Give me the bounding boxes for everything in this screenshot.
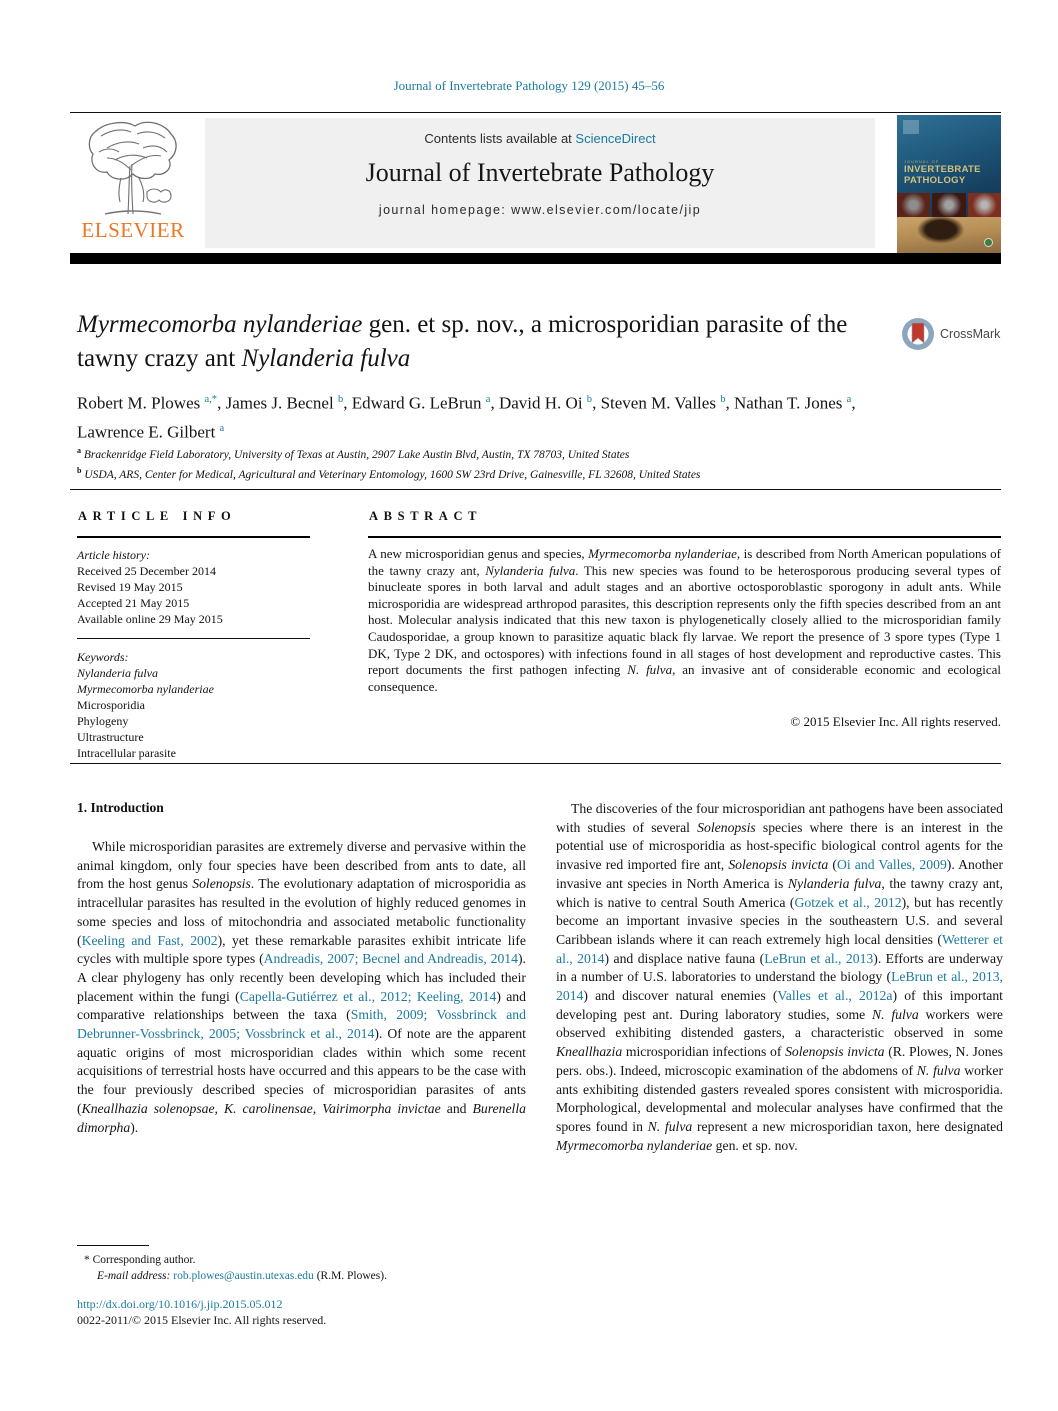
crossmark-label: CrossMark	[940, 327, 1001, 341]
text-segment: , James J. Becnel	[217, 393, 338, 413]
journal-header-box	[205, 118, 875, 248]
text-segment: b	[337, 394, 344, 405]
cover-society-logo	[984, 238, 993, 247]
journal-reference-line: Journal of Invertebrate Pathology 129 (2015) 45–56	[393, 78, 665, 93]
contents-prefix: Contents lists available at	[424, 131, 576, 146]
elsevier-logo[interactable]	[74, 118, 192, 250]
text-segment: b	[77, 466, 82, 476]
text-segment: , is described from North American populations of the tawny crazy ant,	[368, 546, 1001, 578]
text-segment: N. fulva	[627, 662, 673, 678]
text-segment: Myrmecomorba nylanderiae	[77, 311, 363, 338]
text-segment: ). A clear phylogeny has only recently been developing which has included their placement within the fungi (	[77, 951, 526, 1004]
abstract-bottom-rule	[70, 763, 1001, 764]
journal-cover-thumbnail[interactable]	[897, 115, 1001, 253]
text-segment: Kneallhazia solenopsae, K. carolinensae, Vairimorpha invictae	[81, 1100, 441, 1116]
text-segment: Solenopsis invicta	[728, 857, 829, 873]
keywords-list	[77, 649, 310, 761]
text-segment: microsporidian infections of	[622, 1044, 786, 1060]
text-segment: (R.M. Plowes).	[313, 1270, 387, 1282]
citation-link[interactable]: Gotzek et al., 2012	[794, 894, 902, 910]
text-segment: , Steven M. Valles	[592, 393, 721, 413]
section-heading-introduction: 1. Introduction	[77, 800, 164, 815]
text-segment: Solenopsis	[697, 819, 756, 835]
text-segment: Solenopsis	[192, 876, 251, 892]
citation-link[interactable]: Valles et al., 2012a	[777, 988, 893, 1004]
history-accepted: Accepted 21 May 2015	[77, 596, 190, 610]
text-segment: . This new species was found to be heterosporous producing several types of binucleate spores in both larval and adult stages and an abortive octosporoblastic sporogony in adult ants. While microsporidia are widespread arthropod parasites, this description represents only the fifth species described from an ant host. Molecular analysis indicated that this new taxon is phylogenetically closely allied to the microsporidian family Caudosporidae, a group known to parasitize aquatic black fly larvae. We report the presence of 3 spore types (Type 1 DK, Type 2 DK, and octospores) with infections found in all stages of host development and reproductive castes. This report documents the first pathogen infecting	[368, 562, 1001, 678]
citation-link[interactable]: Oi and Valles, 2009	[836, 857, 947, 873]
citation-link[interactable]: Capella-Gutiérrez et al., 2012; Keeling, 2014	[239, 988, 497, 1004]
intro-column-left	[77, 838, 526, 1137]
text-segment: Nylanderia fulva	[485, 562, 576, 578]
text-segment: Myrmecomorba nylanderiae	[556, 1137, 713, 1153]
text-segment: E-mail address:	[97, 1270, 174, 1282]
text-segment: Myrmecomorba nylanderiae	[588, 546, 737, 561]
text-segment: , Edward G. LeBrun	[343, 393, 486, 413]
text-segment: While microsporidian parasites are extremely diverse and pervasive within the animal kingdom, only four species have been described from ants to date, all from the host genus	[77, 839, 526, 892]
citation-link[interactable]: Wetterer et al., 2014	[556, 931, 1003, 966]
doi-link[interactable]: http://dx.doi.org/10.1016/j.jip.2015.05.012	[77, 1297, 283, 1311]
text-segment: Brackenridge Field Laboratory, University of Texas at Austin, 2907 Lake Austin Blvd, Austin, TX 78703, United States	[81, 448, 630, 461]
article-info-rule	[77, 536, 310, 538]
text-segment: , an invasive ant of considerable economic and ecological consequence.	[368, 662, 1002, 694]
text-segment: N. fulva	[871, 1006, 919, 1022]
article-history	[77, 547, 310, 627]
journal-title: Journal of Invertebrate Pathology	[365, 158, 715, 187]
keywords-label: Keywords:	[77, 650, 129, 664]
text-segment: Kneallhazia	[556, 1044, 623, 1060]
text-segment: N. fulva	[916, 1062, 961, 1078]
cover-issn-chip	[903, 120, 919, 134]
header-top-rule	[70, 112, 1001, 113]
text-segment: Solenopsis invicta	[785, 1044, 885, 1060]
text-segment: ). Of note are the apparent aquatic origins of most microsporidian clades within which some recent acquisitions of terrestrial hosts have occurred and this appears to be the case with the four previously described species of microsporidian parasites of ants (	[77, 1026, 526, 1116]
history-received: Received 25 December 2014	[77, 564, 216, 578]
article-info-heading: ARTICLE INFO	[78, 509, 237, 523]
cover-bee-photo	[897, 217, 1001, 253]
citation-link[interactable]: LeBrun et al., 2013	[764, 950, 874, 966]
cover-journal-of: JOURNAL OF	[904, 159, 940, 164]
text-segment: a	[77, 446, 82, 455]
article-history-label: Article history:	[77, 548, 150, 562]
text-segment: , David H. Oi	[490, 393, 587, 413]
footnote	[84, 1252, 504, 1284]
email-line	[84, 1268, 504, 1284]
intro-column-right	[556, 800, 1003, 1155]
author-list	[77, 387, 897, 444]
text-segment: a	[219, 422, 225, 434]
affiliation-b	[77, 463, 937, 483]
text-segment: ). Efforts are underway in a number of U.S. laboratories to understand the biology (	[556, 950, 1003, 985]
text-segment: b	[586, 394, 593, 405]
affiliations	[77, 443, 937, 484]
keyword-item: Myrmecomorba nylanderiae	[77, 682, 214, 696]
text-segment: . The evolutionary adaptation of microsporidia as intracellular parasites has resulted in the evolution of highly reduced genomes in some species and loss of mitochondria and associated metabolic functionality (	[77, 876, 526, 948]
text-segment: a,*	[204, 394, 218, 405]
keyword-item: Microsporidia	[77, 698, 145, 712]
intro-paragraph-1	[77, 838, 526, 1137]
text-segment: ) and comparative relationships between the taxa (	[77, 988, 526, 1023]
sciencedirect-link[interactable]: ScienceDirect	[575, 131, 656, 146]
keyword-item: Nylanderia fulva	[77, 666, 158, 680]
abstract-heading: ABSTRACT	[369, 509, 483, 523]
text-segment: (R. Plowes, N. Jones pers. obs.). Indeed, microscopic examination of the abdomens of	[556, 1044, 1003, 1078]
text-segment: ). Another invasive ant species in North America is	[556, 857, 1004, 891]
intro-paragraph-2	[556, 800, 1003, 1155]
abstract-rule	[368, 536, 1001, 538]
text-segment: N. fulva	[647, 1118, 693, 1134]
text-segment: USDA, ARS, Center for Medical, Agricultural and Veterinary Entomology, 1600 SW 23rd Drive, Gainesville, FL 32608, United States	[81, 469, 701, 482]
text-segment: (	[828, 857, 837, 873]
text-segment: species where there is an interest in the potential use of microsporidia as host-specific biological control agents for the invasive red imported fire ant,	[556, 819, 1004, 873]
citation-link[interactable]: Keeling and Fast, 2002	[81, 932, 218, 948]
affiliation-rule	[70, 489, 1001, 490]
text-segment: A new microsporidian genus and species,	[368, 546, 589, 561]
crossmark-badge[interactable]	[901, 316, 1011, 352]
elsevier-wordmark: ELSEVIER	[81, 218, 185, 242]
text-segment: a	[846, 394, 852, 405]
keywords-rule	[77, 638, 310, 639]
elsevier-tree-icon	[85, 118, 181, 220]
text-segment: represent a new microsporidian taxon, here designated	[692, 1118, 1003, 1134]
affiliation-a	[77, 443, 937, 463]
cover-title: INVERTEBRATE PATHOLOGY	[904, 164, 981, 186]
asterisk: *	[84, 1254, 90, 1266]
history-revised: Revised 19 May 2015	[77, 580, 183, 594]
text-segment: a	[485, 394, 491, 405]
text-segment: Robert M. Plowes	[77, 393, 205, 413]
contents-line	[205, 131, 875, 146]
text-segment: ).	[130, 1119, 139, 1135]
text-segment: Nylanderia fulva	[787, 875, 882, 891]
text-segment: ), but has recently become an important invasive species in the southeastern U.S. and several Caribbean islands where it can reach extremely high local densities (	[556, 894, 1003, 947]
journal-homepage-link[interactable]: journal homepage: www.elsevier.com/locate/jip	[378, 203, 702, 217]
text-segment: gen. et sp. nov., a microsporidian parasite of the tawny crazy ant	[77, 311, 848, 372]
keyword-item: Intracellular parasite	[77, 746, 176, 760]
article-title	[77, 308, 907, 376]
text-segment: ) and displace native fauna (	[604, 950, 765, 966]
crossmark-icon	[901, 317, 935, 351]
text-segment: , Lawrence E. Gilbert	[77, 393, 856, 442]
citation-link[interactable]: LeBrun et al., 2013, 2014	[556, 969, 1003, 1004]
header-black-bar	[70, 253, 1001, 264]
text-segment: , the tawny crazy ant, which is native to central South America (	[556, 875, 1003, 910]
citation-link[interactable]: rob.plowes@austin.utexas.edu	[173, 1270, 314, 1282]
text-segment: b	[720, 394, 726, 405]
corresponding-author-note: * Corresponding author.	[84, 1254, 196, 1266]
cover-insect-thumbnails	[897, 193, 1001, 217]
text-segment: , Nathan T. Jones	[725, 393, 847, 413]
keyword-item: Ultrastructure	[77, 730, 144, 744]
citation-link[interactable]: Smith, 2009; Vossbrinck and Debrunner-Vossbrinck, 2005; Vossbrinck et al., 2014	[77, 1007, 526, 1042]
text-segment: Nylanderia fulva	[241, 345, 411, 372]
text-segment: and	[440, 1100, 473, 1116]
text-segment: The discoveries of the four microsporidian ant pathogens have been associated with studies of several	[556, 801, 1003, 835]
citation-link[interactable]: Andreadis, 2007; Becnel and Andreadis, 2014	[263, 951, 518, 967]
text-segment: worker ants exhibiting distended gasters revealed spores consistent with microsporidia. Morphological, developmental and molecular analyses have confirmed that the spores found in	[556, 1062, 1003, 1134]
abstract-text	[368, 546, 1001, 695]
text-segment: ) and discover natural enemies (	[583, 988, 778, 1004]
text-segment: Burenella dimorpha	[77, 1100, 526, 1135]
text-segment: workers were observed exhibiting distended gasters, a characteristic observed in some	[556, 1006, 1004, 1041]
issn-copyright-line: 0022-2011/© 2015 Elsevier Inc. All rights reserved.	[77, 1313, 327, 1327]
copyright-line: © 2015 Elsevier Inc. All rights reserved.	[790, 714, 1001, 729]
text-segment: ) of this important developing pest ant. During laboratory studies, some	[556, 988, 1003, 1022]
footnote-rule	[77, 1245, 149, 1246]
text-segment: ), yet these remarkable parasites exhibit intricate life cycles with multiple spore types (	[77, 932, 526, 967]
keyword-item: Phylogeny	[77, 714, 129, 728]
text-segment: gen. et sp. nov.	[712, 1137, 798, 1153]
history-online: Available online 29 May 2015	[77, 612, 223, 626]
